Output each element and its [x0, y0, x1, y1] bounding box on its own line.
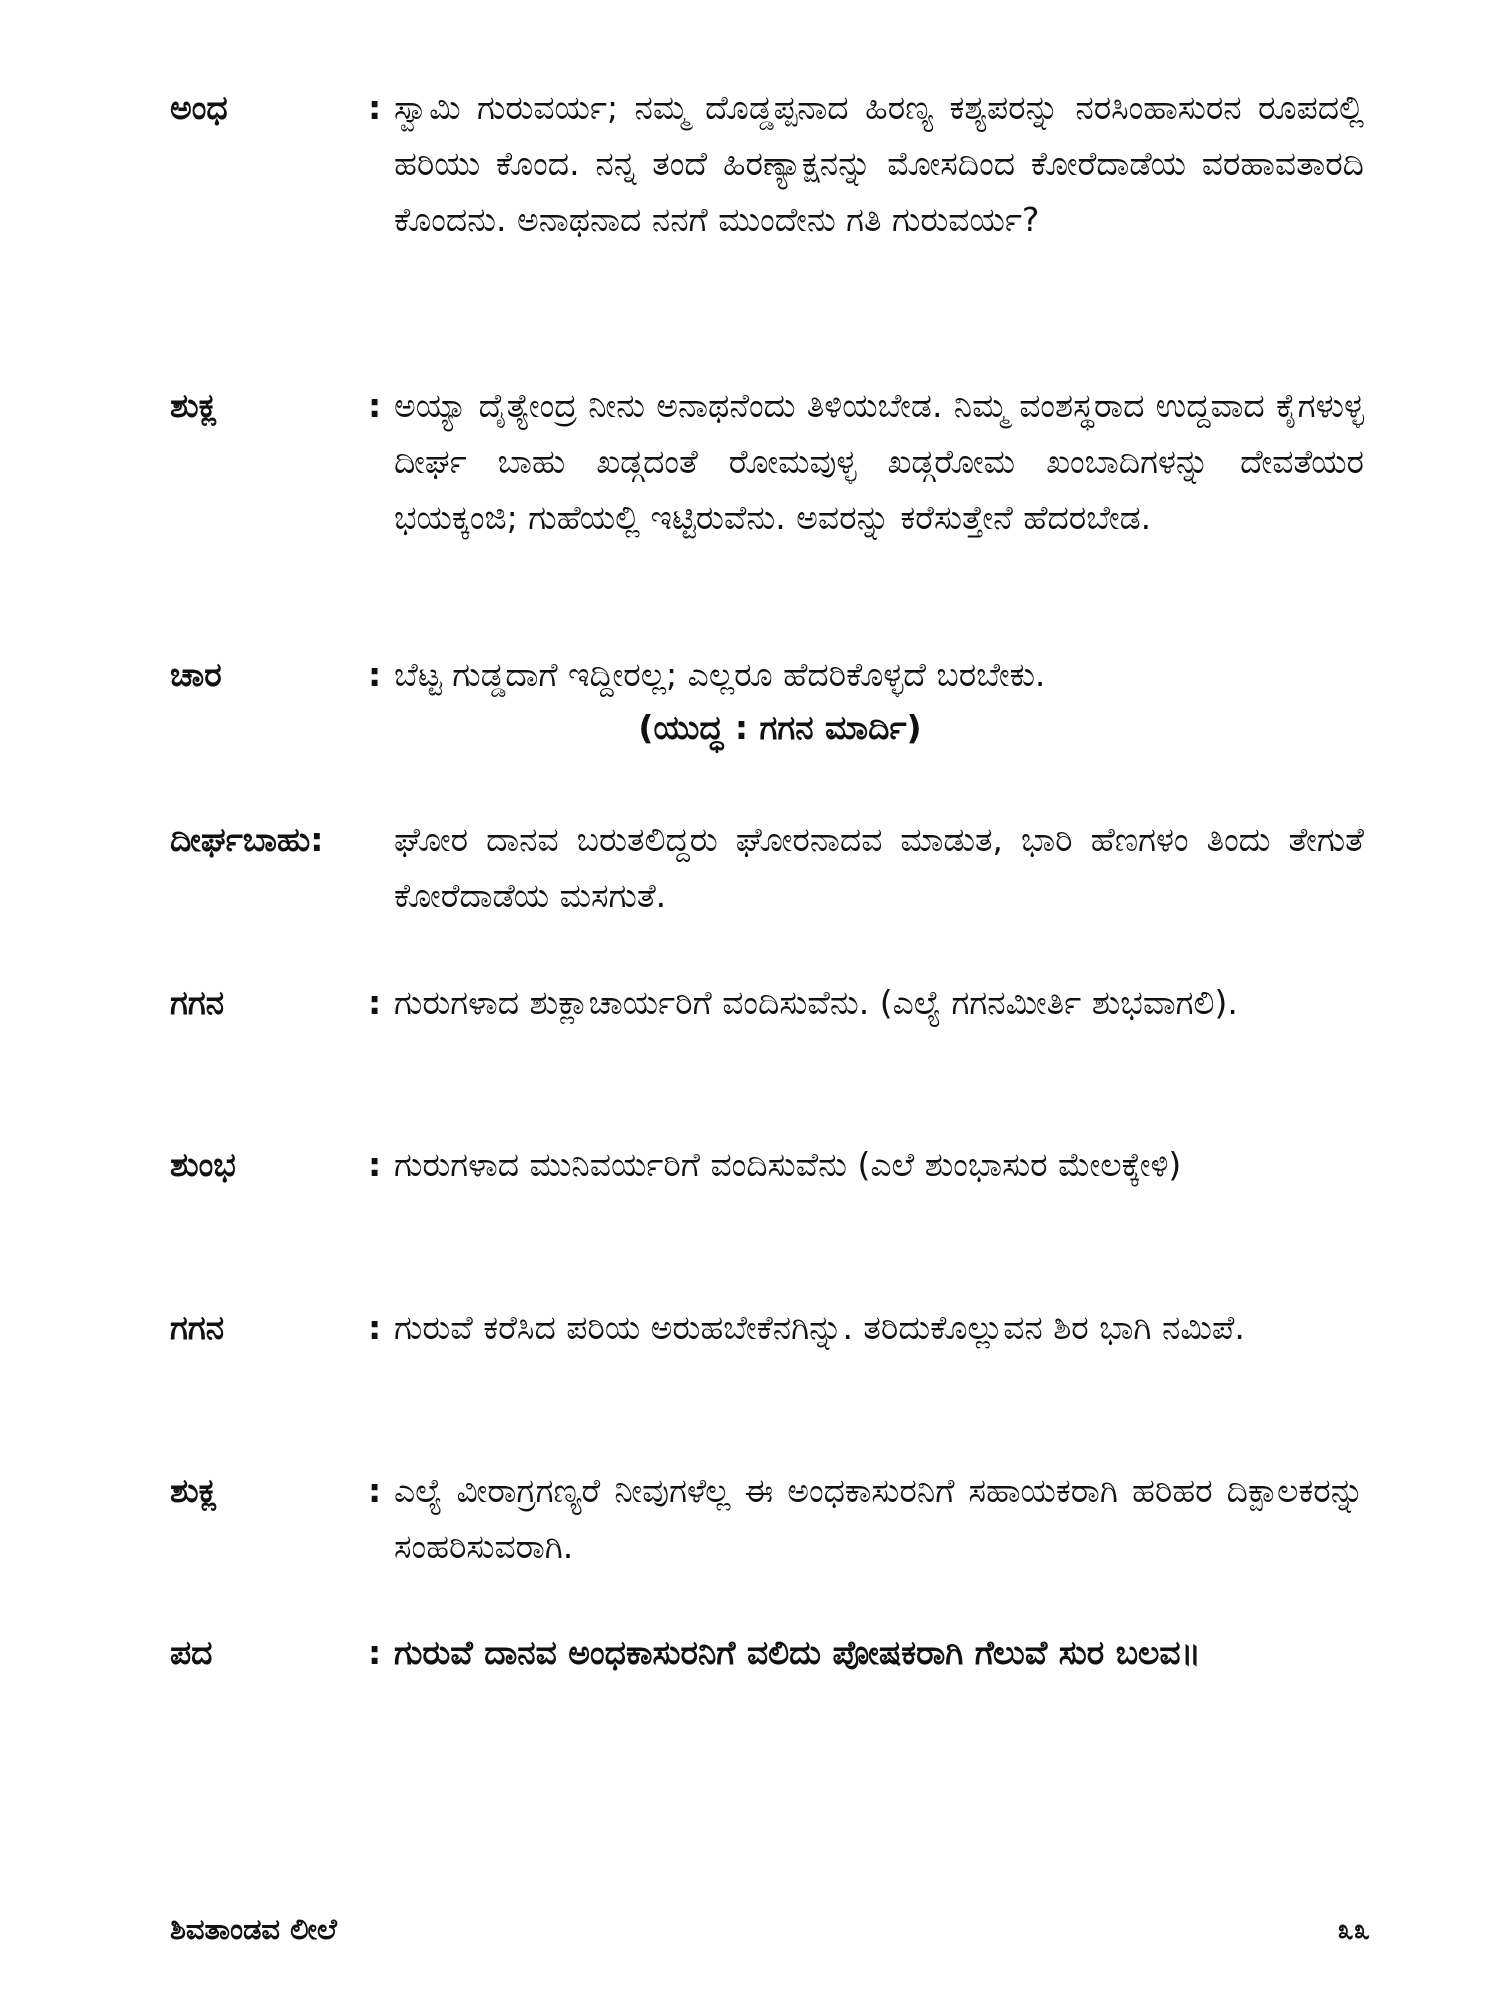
- dialogue-entry: [170, 1463, 1370, 1575]
- colon-separator: :: [368, 88, 382, 127]
- speaker-name: ಗಗನ: [170, 1308, 225, 1347]
- speaker-name: ಗಗನ: [170, 983, 225, 1022]
- dialogue-entry: [170, 80, 1370, 248]
- dialogue-entry: [170, 647, 1370, 703]
- colon-separator: :: [368, 1471, 382, 1510]
- speaker-name: ಶುಂಭ: [170, 1145, 236, 1184]
- colon-separator: :: [368, 655, 382, 694]
- colon-separator: :: [368, 1308, 382, 1347]
- dialogue-text: ಘೋರ ದಾನವ ಬರುತಲಿದ್ದರು ಘೋರನಾದವ ಮಾಡುತ, ಭಾರಿ ಹೆಣಗಳಂ ತಿಂದು ತೇಗುತೆ ಕೋರೆದಾಡೆಯ ಮಸಗುತೆ.: [394, 820, 1364, 915]
- speaker-name: ಅಂಧ: [170, 88, 228, 127]
- speaker-name: ಚಾರ: [170, 655, 222, 694]
- speaker-name: ಪದ: [170, 1633, 213, 1672]
- colon-separator: :: [368, 1145, 382, 1184]
- song-text: ಗುರುವೆ ದಾನವ ಅಂಧಕಾಸುರನಿಗೆ ವಲಿದು ಪೋಷಕರಾಗಿ ಗೆಲುವೆ ಸುರ ಬಲವ॥: [394, 1633, 1201, 1672]
- dialogue-text: ಎಲ್ಯೆ ವೀರಾಗ್ರಗಣ್ಯರೆ ನೀವುಗಳೆಲ್ಲ ಈ ಅಂಧಕಾಸುರನಿಗೆ ಸಹಾಯಕರಾಗಿ ಹರಿಹರ ದಿಕ್ಪಾಲಕರನ್ನು ಸಂಹರಿಸುವರಾಗಿ.: [394, 1471, 1364, 1566]
- dialogue-text: ಗುರುಗಳಾದ ಮುನಿವರ್ಯರಿಗೆ ವಂದಿಸುವೆನು (ಎಲೆ ಶುಂಭಾಸುರ ಮೇಲಕ್ಕೇಳಿ): [394, 1145, 1182, 1184]
- dialogue-entry: [170, 1137, 1370, 1193]
- speaker-name: ಶುಕ್ಲ: [170, 386, 218, 425]
- colon-separator: :: [368, 386, 382, 425]
- stage-direction: (ಯುದ್ಧ : ಗಗನ ಮಾರ್ದಿ): [638, 708, 922, 747]
- colon-separator: :: [368, 983, 382, 1022]
- dialogue-entry: [170, 812, 1370, 924]
- dialogue-entry: [170, 1625, 1370, 1681]
- dialogue-text: ಬೆಟ್ಟ ಗುಡ್ಡದಾಗೆ ಇದ್ದೀರಲ್ಲ; ಎಲ್ಲರೂ ಹೆದರಿಕೊಳ್ಳದೆ ಬರಬೇಕು.: [394, 655, 1046, 694]
- footer-page-number: ೩೩: [1337, 1912, 1370, 1946]
- dialogue-entry: [170, 1300, 1370, 1356]
- dialogue-text: ಅಯ್ಯಾ ದೈತ್ಯೇಂದ್ರ ನೀನು ಅನಾಥನೆಂದು ತಿಳಿಯಬೇಡ. ನಿಮ್ಮ ವಂಶಸ್ಥರಾದ ಉದ್ದವಾದ ಕೈಗಳುಳ್ಳ ದೀರ್ಘ ಬಾಹು ಖಡ್ಗದಂತೆ ರೋಮವುಳ್ಳ ಖಡ್ಗರೋಮ ಖಂಬಾದಿಗಳನ್ನು ದೇವತೆಯರ ಭಯಕ್ಕಂಜಿ; ಗುಹೆಯಲ್ಲಿ ಇಟ್ಟಿರುವೆನು. ಅವರನ್ನು ಕರೆಸುತ್ತೇನೆ ಹೆದರಬೇಡ.: [394, 386, 1364, 537]
- dialogue-text: ಗುರುವೆ ಕರೆಸಿದ ಪರಿಯ ಅರುಹಬೇಕೆನಗಿನ್ನು. ತರಿದುಕೊಲ್ಲುವನ ಶಿರ ಭಾಗಿ ನಮಿಪೆ.: [394, 1308, 1245, 1347]
- dialogue-entry: [170, 378, 1370, 546]
- colon-separator: :: [368, 1633, 382, 1672]
- speaker-name: ಶುಕ್ಲ: [170, 1471, 218, 1510]
- speaker-name: ದೀರ್ಘಬಾಹು:: [170, 820, 324, 859]
- dialogue-entry: [170, 975, 1370, 1031]
- dialogue-text: ಸ್ವಾಮಿ ಗುರುವರ್ಯ; ನಮ್ಮ ದೊಡ್ಡಪ್ಪನಾದ ಹಿರಣ್ಯ ಕಶ್ಯಪರನ್ನು ನರಸಿಂಹಾಸುರನ ರೂಪದಲ್ಲಿ ಹರಿಯು ಕೊಂದ. ನನ್ನ ತಂದೆ ಹಿರಣ್ಯಾಕ್ಷನನ್ನು ಮೋಸದಿಂದ ಕೋರೆದಾಡೆಯ ವರಹಾವತಾರದಿ ಕೊಂದನು. ಅನಾಥನಾದ ನನಗೆ ಮುಂದೇನು ಗತಿ ಗುರುವರ್ಯ?: [394, 88, 1364, 239]
- footer-book-title: ಶಿವತಾಂಡವ ಲೀಲೆ: [170, 1912, 337, 1946]
- dialogue-text: ಗುರುಗಳಾದ ಶುಕ್ಲಾಚಾರ್ಯರಿಗೆ ವಂದಿಸುವೆನು. (ಎಲ್ಯೆ ಗಗನಮೀರ್ತಿ ಶುಭವಾಗಲಿ).: [394, 983, 1238, 1022]
